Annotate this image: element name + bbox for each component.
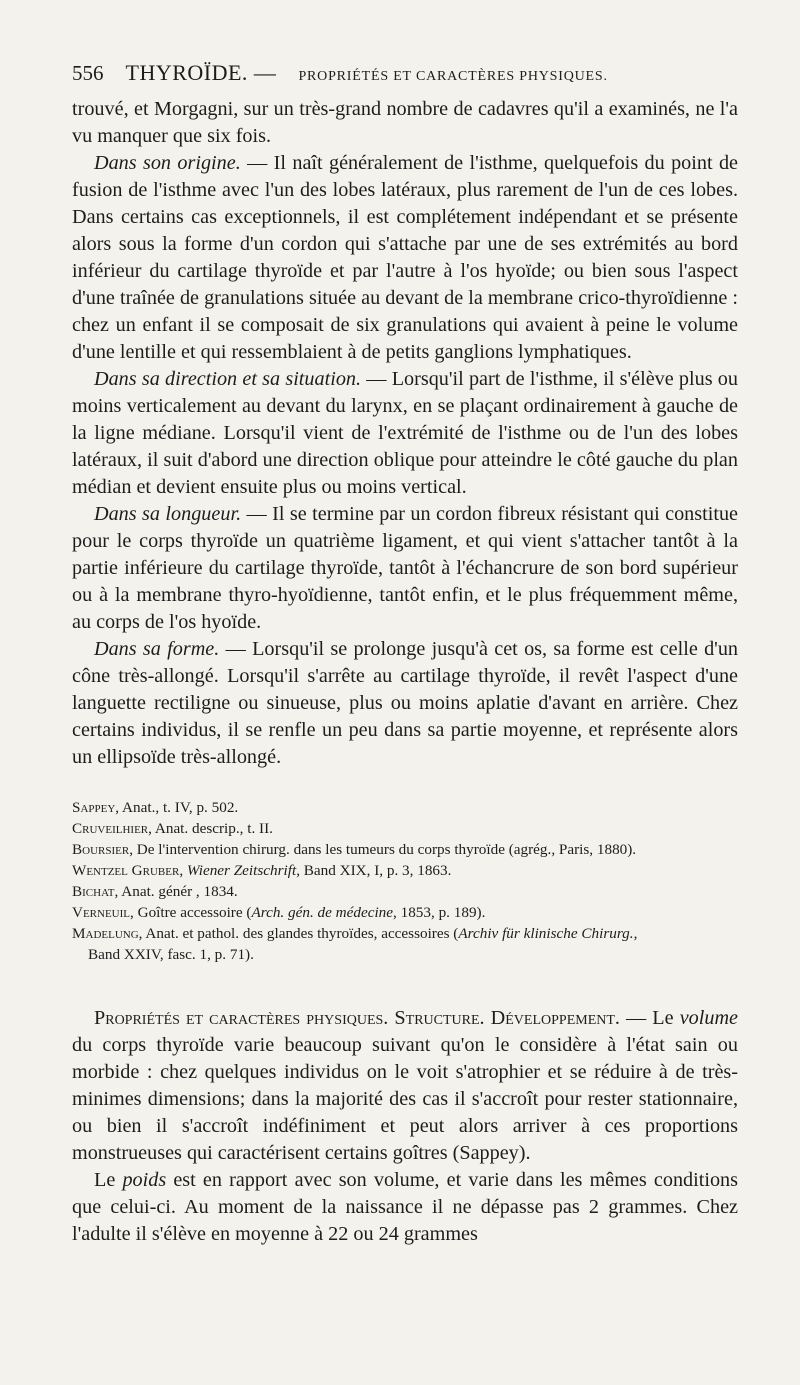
- references: [72, 797, 738, 965]
- reference-author: Verneuil: [72, 904, 131, 921]
- reference-journal: Archiv für klinische Chirurg.: [458, 925, 634, 942]
- running-head: [72, 60, 738, 86]
- reference-item: Sappey, Anat., t. IV, p. 502.: [72, 799, 239, 816]
- reference-journal: Wiener Zeitschrift: [186, 862, 297, 879]
- term-volume: volume: [679, 1007, 738, 1029]
- paragraph-label: Dans sa forme.: [94, 638, 220, 660]
- paragraph-length: [72, 501, 738, 636]
- reference-item: Madelung, Anat. et pathol. des glandes thyroïdes, accessoires (Archiv für klinische Chirurg.,: [72, 925, 638, 942]
- reference-author: Boursier: [72, 841, 130, 858]
- reference-item: Wentzel Gruber, Wiener Zeitschrift, Band XIX, I, p. 3, 1863.: [72, 862, 452, 879]
- paragraph-text: — Il naît généralement de l'isthme, quelquefois du point de fusion de l'isthme avec l'un des lobes latéraux, plus rarement de l'un de ces lobes. Dans certains cas exceptionnels, il est complétement indépendant et se présente alors sous la forme d'un cordon qui s'attache par une de ses extrémités au bord inférieur du cartilage thyroïde et par l'autre à l'os hyoïde; ou bien sous l'aspect d'une traînée de granulations située au devant de la membrane crico-thyroïdienne : chez un enfant il se composait de six granulations qui avaient à peine le volume d'une lentille et qui ressemblaient à de petits ganglions lymphatiques.: [72, 152, 739, 363]
- reference-author: Wentzel Gruber: [72, 862, 180, 879]
- paragraph-label: Dans son origine.: [94, 152, 241, 174]
- reference-item: Boursier, De l'intervention chirurg. dans les tumeurs du corps thyroïde (agrég., Paris, 1880).: [72, 841, 637, 858]
- running-subtitle: PROPRIÉTÉS ET CARACTÈRES PHYSIQUES.: [298, 69, 608, 84]
- section-paragraph-weight: Le poids est en rapport avec son volume, et varie dans les mêmes conditions que celui-ci. Au moment de la naissance il ne dépasse pas 2 grammes. Chez l'adulte il s'élève en moyenne à 22 ou 24 grammes: [72, 1169, 739, 1245]
- term-poids: poids: [122, 1169, 167, 1191]
- reference-author: Cruveilhier: [72, 820, 149, 837]
- page-number: 556: [72, 61, 104, 85]
- page: [72, 60, 738, 1248]
- reference-author: Madelung: [72, 925, 139, 942]
- paragraph-form: [72, 636, 738, 771]
- reference-item: Cruveilhier, Anat. descrip., t. II.: [72, 820, 273, 837]
- reference-author: Bichat: [72, 883, 115, 900]
- paragraph-direction: [72, 366, 738, 501]
- section-heading: Propriétés et caractères physiques. Structure. Développement.: [94, 1007, 620, 1029]
- paragraph-continuation: trouvé, et Morgagni, sur un très-grand nombre de cadavres qu'il a examinés, ne l'a vu manquer que six fois.: [72, 98, 738, 147]
- reference-item: Verneuil, Goître accessoire (Arch. gén. de médecine, 1853, p. 189).: [72, 904, 486, 921]
- paragraph-label: Dans sa direction et sa situation.: [94, 368, 362, 390]
- paragraph-text: — Lorsqu'il se prolonge jusqu'à cet os, sa forme est celle d'un cône très-allongé. Lorsqu'il s'arrête au cartilage thyroïde, il revêt l'aspect d'une languette rectiligne ou sinueuse, plus ou moins aplatie d'avant en arrière. Chez certains individus, il se renfle un peu dans sa partie moyenne, et représente alors un ellipsoïde très-allongé.: [72, 638, 739, 768]
- reference-item: Bichat, Anat. génér , 1834.: [72, 883, 238, 900]
- reference-continuation: Band XXIV, fasc. 1, p. 71).: [88, 946, 254, 963]
- paragraph-origin: [72, 150, 738, 366]
- running-title: THYROÏDE. —: [125, 60, 277, 85]
- paragraph-text: — Lorsqu'il part de l'isthme, il s'élève plus ou moins verticalement au devant du larynx, en se plaçant ordinairement à gauche de la ligne médiane. Lorsqu'il vient de l'extrémité de l'isthme ou de l'un des lobes latéraux, il suit d'abord une direction oblique pour atteindre le côté gauche du plan médian et devient ensuite plus ou moins vertical.: [72, 368, 738, 498]
- reference-journal: Arch. gén. de médecine: [251, 904, 394, 921]
- section-paragraph-volume: Propriétés et caractères physiques. Structure. Développement. — Le volume du corps thyroïde varie beaucoup suivant qu'on le considère à l'état sain ou morbide : chez quelques individus on le voit s'atrophier et se réduire à de très-minimes dimensions; dans la majorité des cas il s'accroît pour rester stationnaire, ou bien il s'accroît indéfiniment et peut alors arriver à ces proportions monstrueuses qui caractérisent certains goîtres (Sappey).: [72, 1007, 738, 1164]
- paragraph-text: — Il se termine par un cordon fibreux résistant qui constitue pour le corps thyroïde un quatrième ligament, et qui vient s'attacher tantôt à la partie inférieure du cartilage thyroïde, tantôt à l'échancrure de son bord supérieur ou à la membrane thyro-hyoïdienne, tantôt enfin, et le plus fréquemment même, au corps de l'os hyoïde.: [72, 503, 739, 633]
- paragraph-label: Dans sa longueur.: [94, 503, 242, 525]
- reference-author: Sappey: [72, 799, 116, 816]
